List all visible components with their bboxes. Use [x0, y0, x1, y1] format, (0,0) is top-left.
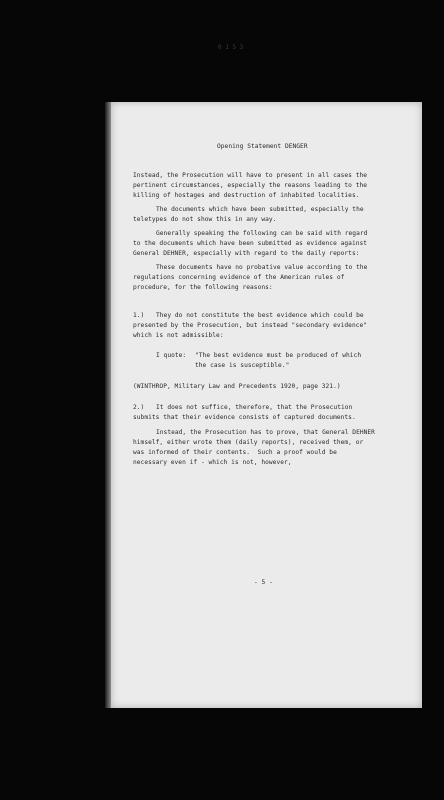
text-line: presented by the Prosecution, but instead "secondary evidence" — [133, 322, 368, 329]
page-number: - 5 - — [254, 579, 273, 586]
citation-line: (WINTHROP, Military Law and Precedents 1920, page 321.) — [133, 383, 341, 390]
text-line: necessary even if - which is not, however, — [133, 459, 292, 466]
text-line: General DEHNER, especially with regard to the daily reports: — [133, 250, 360, 257]
text-line: killing of hostages and destruction of inhabited localities. — [133, 192, 360, 199]
text-line: teletypes do not show this in any way. — [133, 216, 277, 223]
text-line: The documents which have been submitted, especially the — [156, 206, 364, 213]
text-line: procedure, for the following reasons: — [133, 284, 273, 291]
text-line: Instead, the Prosecution will have to present in all cases the — [133, 172, 368, 179]
text-line: was informed of their contents. Such a proof would be — [133, 449, 337, 456]
list-marker: 1.) — [133, 312, 145, 319]
quote-line: "The best evidence must be produced of which — [195, 352, 362, 359]
text-line: Instead, the Prosecution has to prove, that General DEHNER — [156, 429, 375, 436]
list-marker: 2.) — [133, 404, 145, 411]
quote-label: I quote: — [156, 352, 187, 359]
text-line: submits that their evidence consists of captured documents. — [133, 414, 356, 421]
text-line: pertinent circumstances, especially the reasons leading to the — [133, 182, 368, 189]
text-line: regulations concerning evidence of the American rules of — [133, 274, 345, 281]
film-frame-number: 0 1 5 3 — [218, 44, 244, 51]
text-line: himself, either wrote them (daily reports), received them, or — [133, 439, 364, 446]
page-header: Opening Statement DENGER — [217, 143, 308, 150]
text-line: It does not suffice, therefore, that the Prosecution — [156, 404, 353, 411]
text-line: which is not admissible: — [133, 332, 224, 339]
text-line: They do not constitute the best evidence which could be — [156, 312, 364, 319]
text-line: Generally speaking the following can be said with regard — [156, 230, 368, 237]
text-line: to the documents which have been submitted as evidence against — [133, 240, 368, 247]
quote-line: the case is susceptible." — [195, 362, 290, 369]
text-line: These documents have no probative value according to the — [156, 264, 368, 271]
document-page — [111, 102, 422, 708]
